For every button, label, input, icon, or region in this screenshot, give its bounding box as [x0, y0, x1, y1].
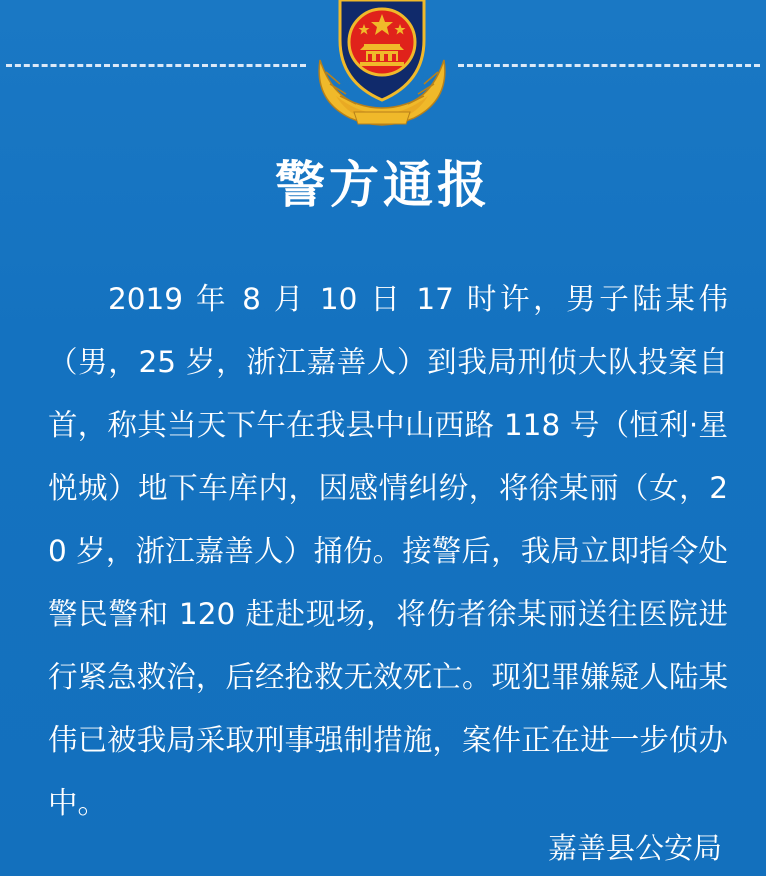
police-emblem-icon	[306, 0, 458, 132]
page-title: 警方通报	[275, 156, 491, 214]
issuer-signature: 嘉善县公安局	[547, 831, 722, 865]
decorative-dashed-line-right	[458, 64, 760, 67]
notice-body: 2019 年 8 月 10 日 17 时许，男子陆某伟（男，25 岁，浙江嘉善人）到我局刑侦大队投案自首，称其当天下午在我县中山西路 118 号（恒利·星悦城）地下车库内，因感情纠纷，将徐某丽（女，20 岁，浙江嘉善人）捅伤。接警后，我局立即指令处警民警和 120 赶赴现场，将伤者徐某丽送往医院进行紧急救治，后经抢救无效死亡。现犯罪嫌疑人陆某伟已被我局采取刑事强制措施，案件正在进一步侦办中。	[48, 282, 728, 820]
decorative-dashed-line-left	[6, 64, 306, 67]
